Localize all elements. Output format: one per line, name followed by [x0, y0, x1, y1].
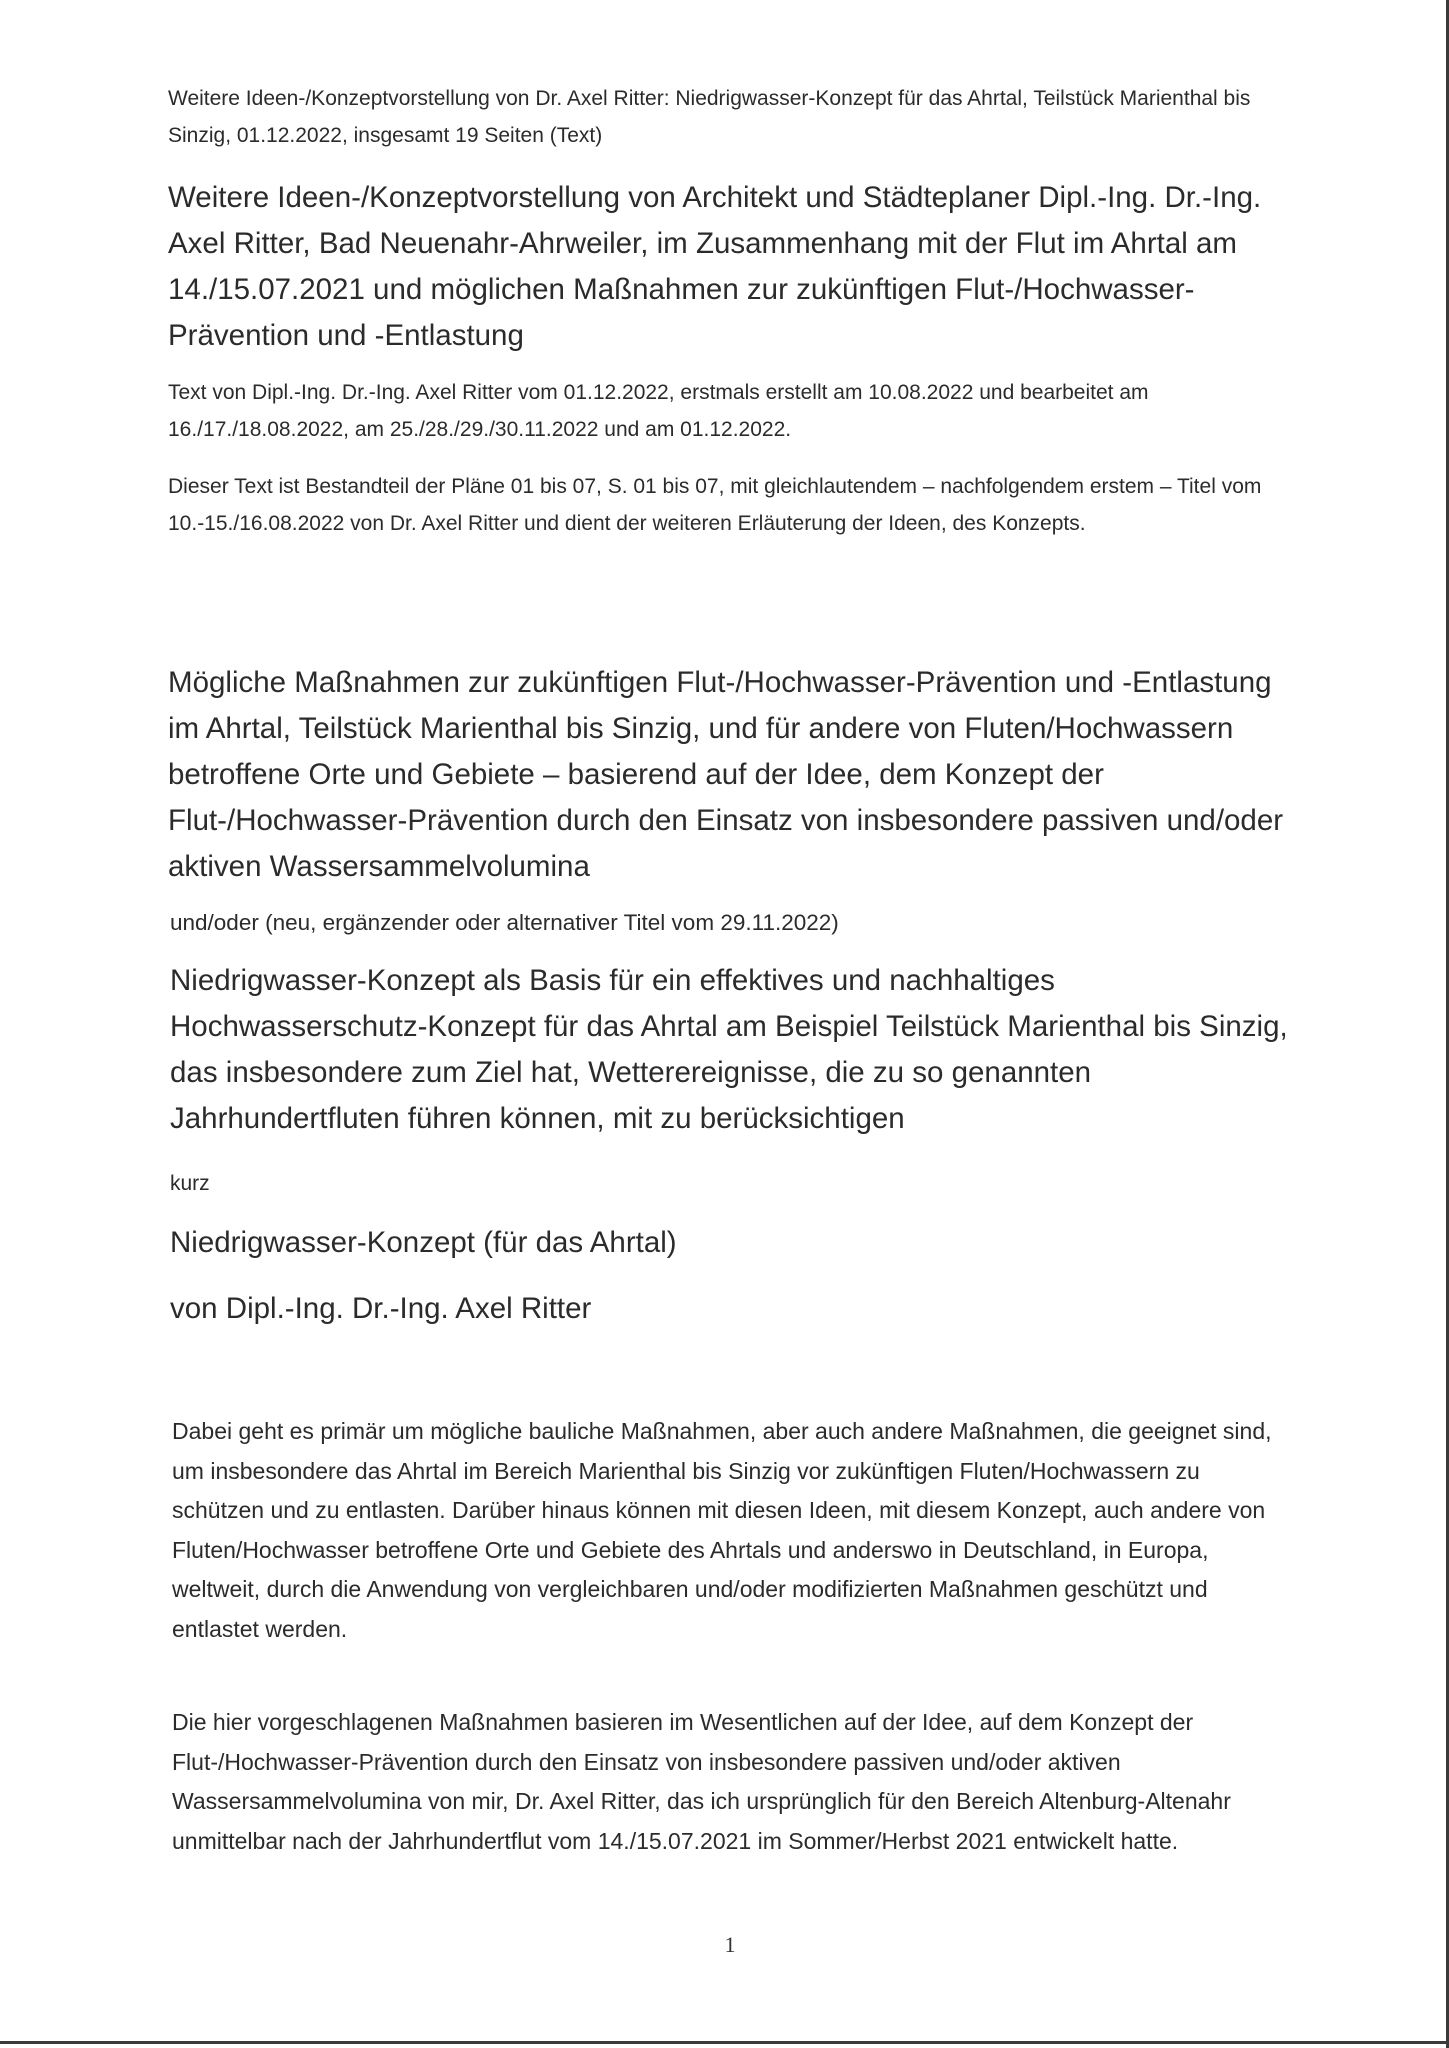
short-title: Niedrigwasser-Konzept (für das Ahrtal)	[170, 1226, 677, 1259]
andor-line: und/oder (neu, ergänzender oder alternativer Titel vom 29.11.2022)	[170, 910, 839, 935]
page-number: 1	[724, 1932, 736, 1957]
plan-note: Dieser Text ist Bestandteil der Pläne 01 bis 07, S. 01 bis 07, mit gleichlautendem – nachfolgendem erstem – Titel vom 10.-15./16.08.2022 von Dr. Axel Ritter und dient der weiteren Erläuterung der Ideen, des Konzepts.	[168, 475, 1262, 535]
measures-title: Mögliche Maßnahmen zur zukünftigen Flut-/Hochwasser-Prävention und -Entlastung im Ahrtal, Teilstück Marienthal bis Sinzig, und für andere von Fluten/Hochwassern betroffene Orte und Gebiete – basierend auf der Idee, dem Konzept der Flut-/Hochwasser-Prävention durch den Einsatz von insbesondere passiven und/oder aktiven Wassersammelvolumina	[168, 666, 1284, 883]
author-line: von Dipl.-Ing. Dr.-Ing. Axel Ritter	[170, 1292, 592, 1325]
scan-edge-bottom	[0, 2041, 1449, 2044]
main-title: Weitere Ideen-/Konzeptvorstellung von Architekt und Städteplaner Dipl.-Ing. Dr.-Ing. Axel Ritter, Bad Neuenahr-Ahrweiler, im Zusammenhang mit der Flut im Ahrtal am 14./15.07.2021 und möglichen Maßnahmen zur zukünftigen Flut-/Hochwasser-Prävention und -Entlastung	[168, 181, 1262, 352]
paragraph-2: Die hier vorgeschlagenen Maßnahmen basieren im Wesentlichen auf der Idee, auf dem Konzept der Flut-/Hochwasser-Prävention durch den Einsatz von insbesondere passiven und/oder aktiven Wassersammelvolumina von mir, Dr. Axel Ritter, das ich ursprünglich für den Bereich Altenburg-Altenahr unmittelbar nach der Jahrhundertflut vom 14./15.07.2021 im Sommer/Herbst 2021 entwickelt hatte.	[172, 1709, 1231, 1854]
concept-title: Niedrigwasser-Konzept als Basis für ein effektives und nachhaltiges Hochwasserschutz-Konzept für das Ahrtal am Beispiel Teilstück Marienthal bis Sinzig, das insbesondere zum Ziel hat, Wetterereignisse, die zu so genannten Jahrhundertfluten führen können, mit zu berücksichtigen	[170, 964, 1288, 1135]
header-reference: Weitere Ideen-/Konzeptvorstellung von Dr. Axel Ritter: Niedrigwasser-Konzept für das Ahrtal, Teilstück Marienthal bis Sinzig, 01.12.2022, insgesamt 19 Seiten (Text)	[168, 87, 1251, 147]
kurz-label: kurz	[170, 1172, 210, 1195]
paragraph-1: Dabei geht es primär um mögliche bauliche Maßnahmen, aber auch andere Maßnahmen, die geeignet sind, um insbesondere das Ahrtal im Bereich Marienthal bis Sinzig vor zukünftigen Fluten/Hochwassern zu schützen und zu entlasten. Darüber hinaus können mit diesen Ideen, mit diesem Konzept, auch andere von Fluten/Hochwasser betroffene Orte und Gebiete des Ahrtals und anderswo in Deutschland, in Europa, weltweit, durch die Anwendung von vergleichbaren und/oder modifizierten Maßnahmen geschützt und entlastet werden.	[172, 1418, 1272, 1642]
meta-text: Text von Dipl.-Ing. Dr.-Ing. Axel Ritter vom 01.12.2022, erstmals erstellt am 10.08.2022 und bearbeitet am 16./17./18.08.2022, am 25./28./29./30.11.2022 und am 01.12.2022.	[168, 381, 1149, 441]
